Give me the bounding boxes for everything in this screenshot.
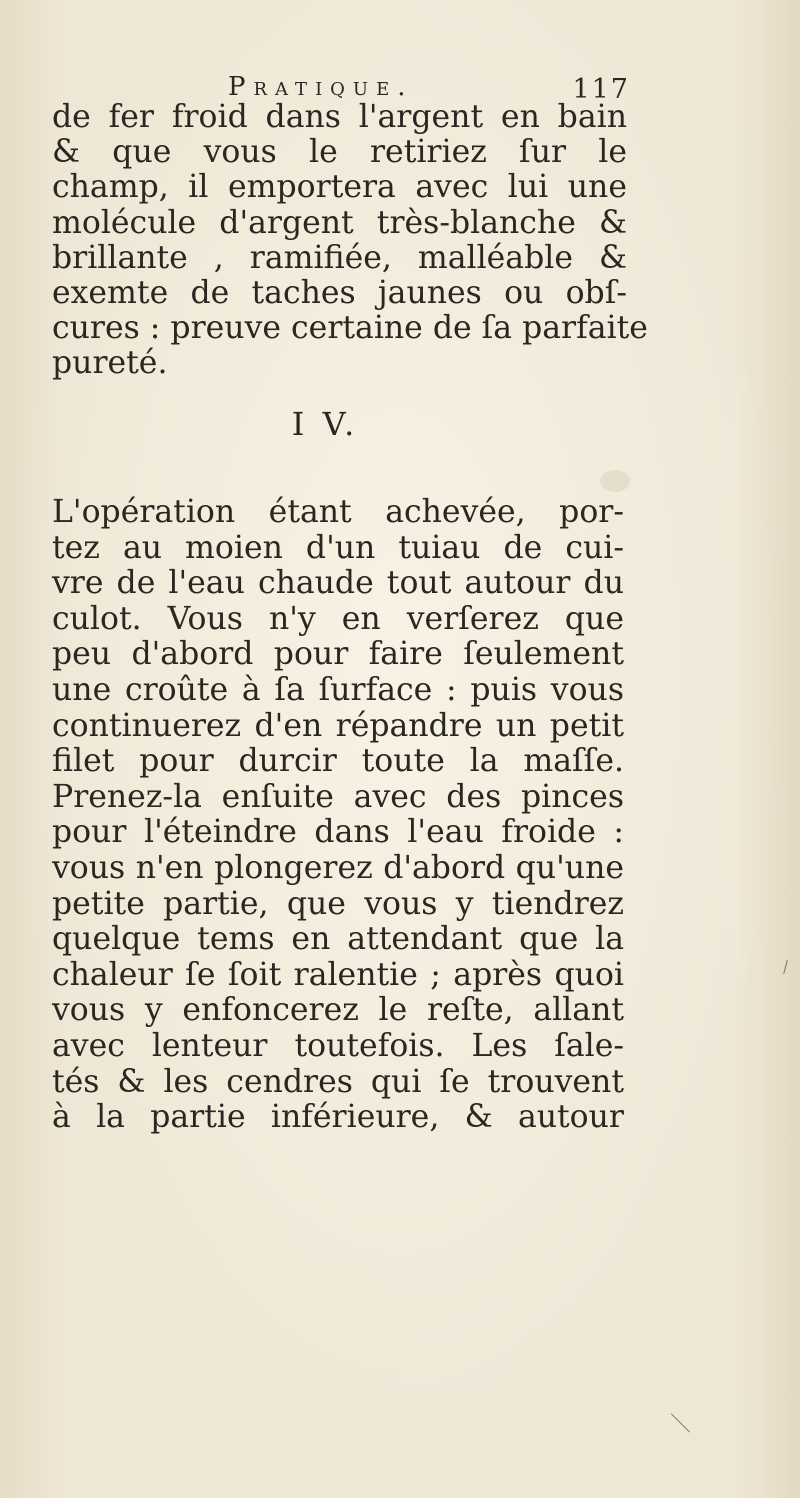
text-line: quelque tems en attendant que la (52, 921, 624, 958)
text-line: Prenez-la enſuite avec des pinces (52, 778, 624, 815)
text-line: chaleur ſe ſoit ralentie ; après quoi (52, 956, 624, 993)
text-line: culot. Vous n'y en verſerez que (52, 600, 624, 637)
text-line: vous n'en plongerez d'abord qu'une (52, 849, 624, 886)
text-line: & que vous le retiriez ſur le (52, 134, 627, 171)
text-line: filet pour durcir toute la maſſe. (52, 743, 624, 780)
text-line: à la partie inférieure, & autour (52, 1099, 624, 1136)
text-line: continuerez d'en répandre un petit (52, 707, 624, 744)
text-line: pureté. (52, 345, 168, 382)
text-line: brillante , ramifiée, malléable & (52, 239, 627, 276)
text-line: tés & les cendres qui ſe trouvent (52, 1063, 624, 1100)
paragraph-section-iv (52, 495, 624, 1136)
text-line: champ, il emportera avec lui une (52, 169, 627, 206)
running-head: Pratique. (228, 72, 414, 102)
text-line: cures : preuve certaine de ſa parfaite (52, 310, 648, 347)
section-heading: I V. (291, 405, 359, 443)
text-line: pour l'éteindre dans l'eau froide : (52, 814, 624, 851)
paper-speck (783, 960, 788, 974)
text-line: de fer froid dans l'argent en bain (52, 99, 627, 135)
text-line: petite partie, que vous y tiendrez (52, 885, 624, 922)
paper-stain (600, 470, 630, 492)
text-line: L'opération étant achevée, por- (52, 494, 624, 530)
text-line: peu d'abord pour faire ſeulement (52, 636, 624, 673)
text-line: vous y enfoncerez le reſte, allant (52, 992, 624, 1029)
text-line: avec lenteur toutefois. Les ſale- (52, 1027, 624, 1064)
text-line: vre de l'eau chaude tout autour du (52, 565, 624, 602)
text-line: une croûte à ſa ſurface : puis vous (52, 671, 624, 708)
text-line: exemte de taches jaunes ou obſ- (52, 275, 627, 312)
text-line: tez au moien d'un tuiau de cui- (52, 529, 624, 566)
paragraph-continued (52, 99, 648, 382)
text-line: molécule d'argent très-blanche & (52, 204, 627, 241)
page-number: 117 (572, 74, 630, 105)
paper-speck (671, 1413, 690, 1432)
